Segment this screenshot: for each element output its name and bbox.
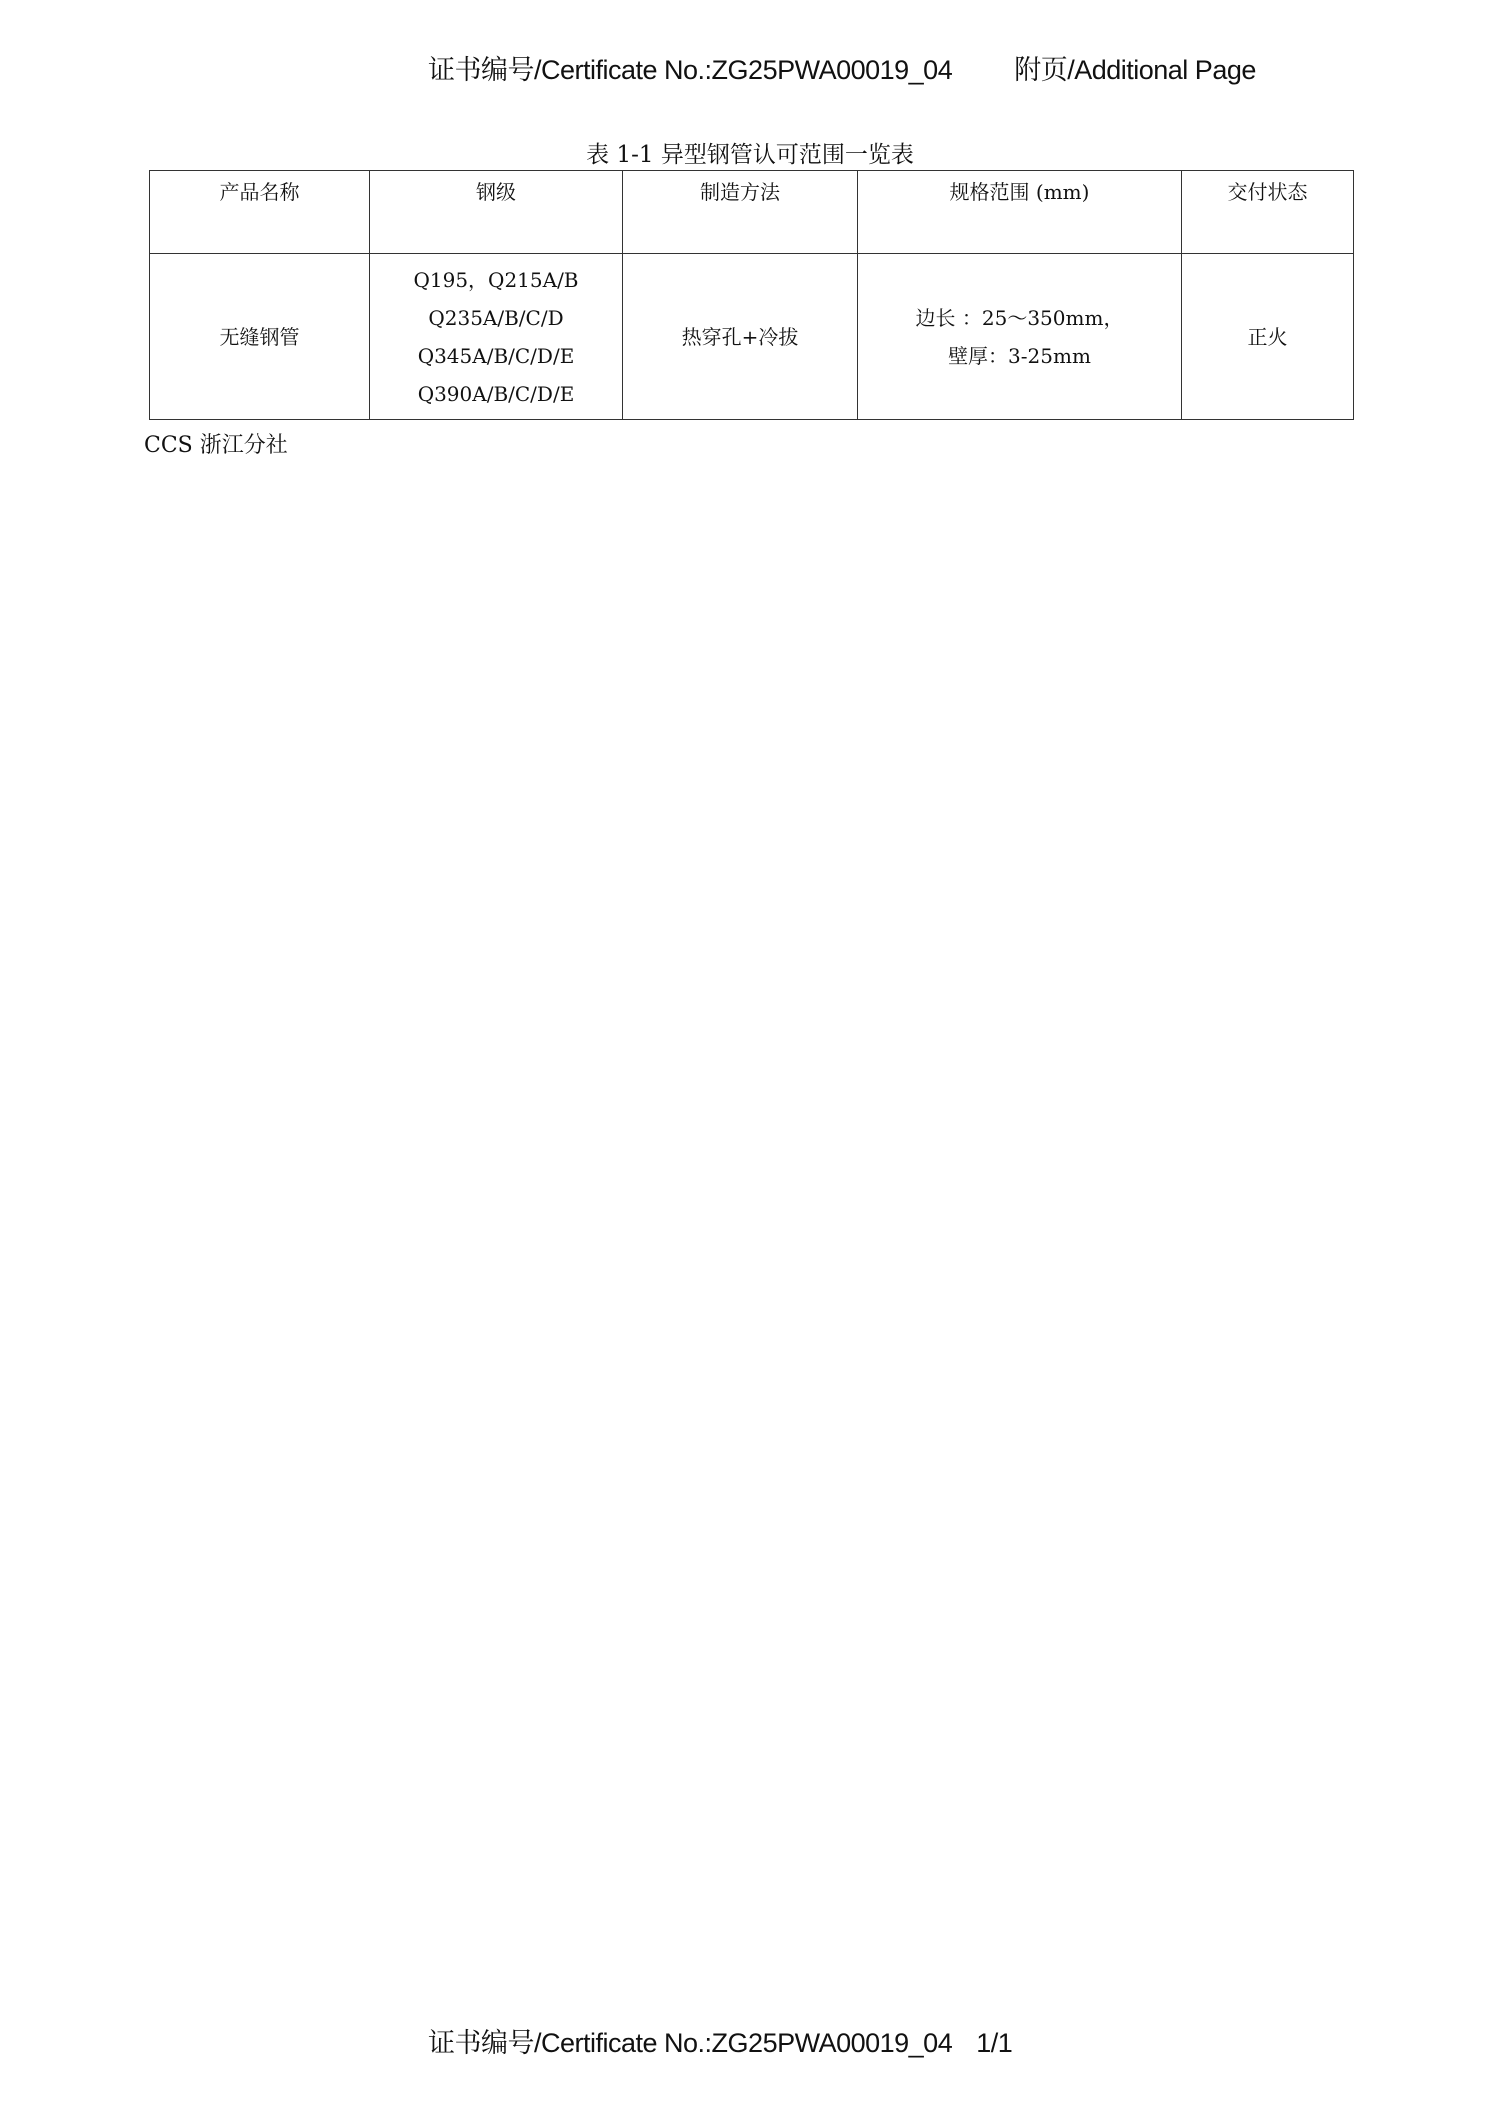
cell-delivery: 正火 — [1182, 254, 1354, 420]
spec-header-label: 规格范围 — [949, 180, 1030, 204]
additional-page-label: 附页/Additional Page — [1014, 55, 1256, 85]
cell-spec — [858, 254, 1182, 420]
cell-grades — [370, 254, 623, 420]
cell-product: 无缝钢管 — [150, 254, 370, 420]
grade-line: Q345A/B/C/D/E — [417, 343, 575, 368]
footer-certificate-number: 证书编号/Certificate No.:ZG25PWA00019_04 — [428, 2028, 953, 2058]
approval-scope-table — [149, 170, 1354, 420]
spec-wall-thickness: 壁厚：3-25mm — [948, 343, 1091, 368]
certificate-number: 证书编号/Certificate No.:ZG25PWA00019_04 — [428, 55, 953, 85]
column-header-grade: 钢级 — [370, 171, 623, 254]
cell-method: 热穿孔+冷拔 — [623, 254, 858, 420]
column-header-method: 制造方法 — [623, 171, 858, 254]
column-header-product: 产品名称 — [150, 171, 370, 254]
spec-header-unit: (mm) — [1035, 180, 1090, 204]
grade-line: Q235A/B/C/D — [428, 305, 564, 330]
page-header — [428, 48, 1256, 87]
table-header-row — [150, 171, 1354, 254]
organization-label: CCS 浙江分社 — [144, 433, 288, 458]
page-number: 1/1 — [976, 2028, 1013, 2058]
column-header-delivery: 交付状态 — [1182, 171, 1354, 254]
grade-line: Q195，Q215A/B — [413, 267, 579, 292]
grade-line: Q390A/B/C/D/E — [417, 381, 575, 406]
table-row — [150, 254, 1354, 420]
table-caption: 表 1-1 异型钢管认可范围一览表 — [586, 142, 914, 168]
page-footer — [428, 2021, 1012, 2060]
column-header-spec — [858, 171, 1182, 254]
spec-side-length: 边长 ：25～350mm， — [915, 305, 1124, 330]
